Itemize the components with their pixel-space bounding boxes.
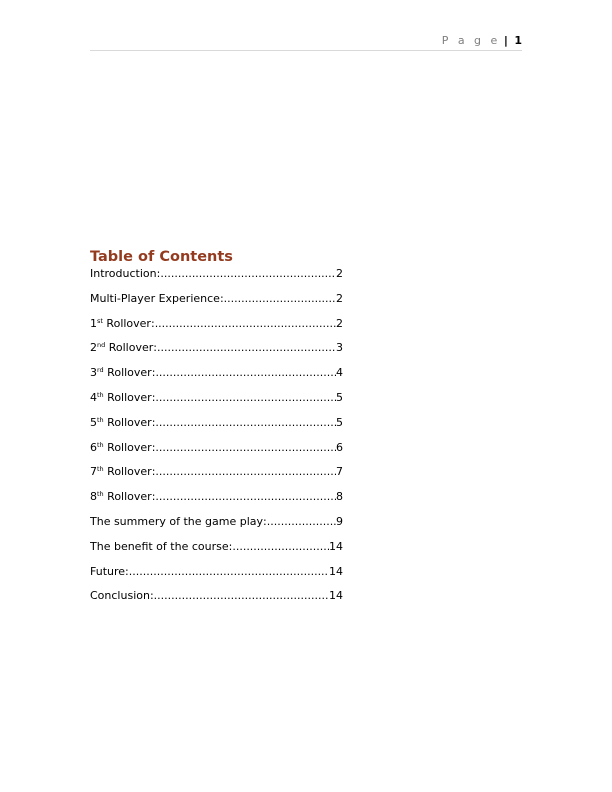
toc-entry[interactable] xyxy=(90,489,343,504)
toc-dot-leader xyxy=(155,464,336,479)
toc-entry[interactable] xyxy=(90,291,343,306)
toc-dot-leader xyxy=(155,415,336,430)
toc-dot-leader xyxy=(129,564,329,579)
ordinal-suffix: rd xyxy=(97,366,104,375)
page-word: P a g e xyxy=(441,34,501,47)
toc-entry-colon: : xyxy=(151,415,156,429)
toc-entry-colon: : xyxy=(153,341,157,355)
toc-entry-page-number: 2 xyxy=(336,291,343,305)
toc-title: Table of Contents xyxy=(90,249,233,265)
toc-entry-label-text: Introduction xyxy=(90,267,157,280)
toc-entry-label xyxy=(90,316,151,331)
toc-entry-label-text: 7 xyxy=(90,465,97,479)
toc-entry-label-text: 3 xyxy=(90,366,97,380)
toc-entry-label xyxy=(90,564,125,579)
toc-entry-colon: : xyxy=(125,564,129,578)
toc-entry-label-rest: Rollover xyxy=(103,490,152,504)
toc-entry-label xyxy=(90,340,153,355)
toc-entry-page-number: 3 xyxy=(336,341,343,355)
toc-dot-leader xyxy=(155,365,336,380)
toc-dot-leader xyxy=(155,440,336,455)
toc-entry[interactable] xyxy=(90,415,343,430)
toc-entry-label xyxy=(90,464,152,479)
toc-entry-label-text: The benefit of the course xyxy=(90,539,229,553)
toc-entry-label xyxy=(90,514,263,529)
ordinal-suffix: th xyxy=(97,490,104,499)
ordinal-suffix: th xyxy=(97,390,104,399)
toc-entry-label xyxy=(90,291,220,306)
toc-entry-label-rest: Rollover xyxy=(103,366,152,380)
toc-entry-label-text: 6 xyxy=(90,440,97,454)
toc-entry-label-text: 1 xyxy=(90,316,97,330)
toc-entry-label xyxy=(90,588,150,603)
toc-entry[interactable] xyxy=(90,588,343,603)
toc-entry-colon: : xyxy=(149,589,154,603)
toc-entry-page-number: 2 xyxy=(336,316,343,330)
page-header xyxy=(90,33,522,51)
toc-entry-page-number: 5 xyxy=(336,415,343,429)
toc-entry-colon: : xyxy=(151,440,156,454)
toc-entry[interactable] xyxy=(90,539,343,554)
toc-entry-label xyxy=(90,390,152,405)
toc-dot-leader xyxy=(160,266,336,281)
toc-entry-page-number: 14 xyxy=(329,589,343,603)
toc-entry[interactable] xyxy=(90,390,343,405)
ordinal-suffix: st xyxy=(97,316,103,325)
toc-entry[interactable] xyxy=(90,340,343,355)
toc-dot-leader xyxy=(267,514,336,529)
ordinal-suffix: th xyxy=(97,415,104,424)
ordinal-suffix: th xyxy=(97,440,104,449)
toc-entry-label xyxy=(90,489,152,504)
toc-entry[interactable] xyxy=(90,564,343,579)
toc-entry-page-number: 14 xyxy=(329,564,343,578)
toc-entry-label-text: 4 xyxy=(90,390,97,404)
toc-entry-label-text: 2 xyxy=(90,341,97,355)
toc-dot-leader xyxy=(157,340,336,355)
toc-entry-label-text: Multi-Player Experience xyxy=(90,291,220,305)
toc-entry-label-text: The summery of the game play xyxy=(90,514,264,528)
toc-entry-colon: : xyxy=(228,539,233,553)
page-number-block xyxy=(442,34,522,48)
page-separator: | xyxy=(503,34,508,47)
toc-entry[interactable] xyxy=(90,365,343,380)
toc-entry-label-rest: Rollover xyxy=(103,465,152,479)
toc-dot-leader xyxy=(155,390,336,405)
toc-dot-leader xyxy=(232,539,329,554)
toc-entry[interactable] xyxy=(90,266,343,281)
toc-entry-page-number: 8 xyxy=(336,490,343,504)
toc-entry-page-number: 7 xyxy=(336,465,343,479)
toc-entry-page-number: 6 xyxy=(336,440,343,454)
toc-entry-colon: : xyxy=(151,465,156,479)
toc-dot-leader xyxy=(155,316,336,331)
toc-entry-page-number: 4 xyxy=(336,366,343,380)
toc-entry[interactable] xyxy=(90,464,343,479)
toc-entry-page-number: 9 xyxy=(336,514,343,528)
toc-dot-leader xyxy=(154,588,329,603)
ordinal-suffix: th xyxy=(97,465,104,474)
toc-entry-colon: : xyxy=(151,390,156,404)
toc-entry-label xyxy=(90,539,229,554)
toc-entry-label xyxy=(90,415,152,430)
toc-entry-colon: : xyxy=(156,267,161,280)
toc-entry-label-rest: Rollover xyxy=(103,415,152,429)
toc-entry-page-number: 5 xyxy=(336,390,343,404)
toc-entry-colon: : xyxy=(219,291,224,305)
toc-entry[interactable] xyxy=(90,514,343,529)
toc-entry-page-number: 14 xyxy=(329,539,343,553)
toc-entry-label xyxy=(90,440,152,455)
toc-entry-label-rest: Rollover xyxy=(102,316,151,330)
toc-dot-leader xyxy=(224,291,336,306)
toc-entry-label xyxy=(90,266,157,281)
toc-entry-label-text: Conclusion xyxy=(90,589,150,603)
toc-entry-page-number: 2 xyxy=(336,267,343,280)
toc-entry-colon: : xyxy=(150,316,155,330)
toc-dot-leader xyxy=(155,489,336,504)
toc-entry-colon: : xyxy=(263,514,267,528)
toc-entry[interactable] xyxy=(90,316,343,331)
toc-entry-label-text: Future xyxy=(90,564,126,578)
toc-entry[interactable] xyxy=(90,440,343,455)
page-number: 1 xyxy=(514,34,522,47)
toc-entry-label-text: 8 xyxy=(90,490,97,504)
toc-entry-label xyxy=(90,365,152,380)
toc-entry-label-rest: Rollover xyxy=(103,440,152,454)
toc-list xyxy=(90,266,343,613)
toc-entry-label-rest: Rollover xyxy=(105,341,154,355)
toc-entry-label-rest: Rollover xyxy=(103,390,152,404)
toc-entry-colon: : xyxy=(151,366,156,380)
ordinal-suffix: nd xyxy=(97,341,106,350)
toc-entry-colon: : xyxy=(151,490,156,504)
toc-entry-label-text: 5 xyxy=(90,415,97,429)
